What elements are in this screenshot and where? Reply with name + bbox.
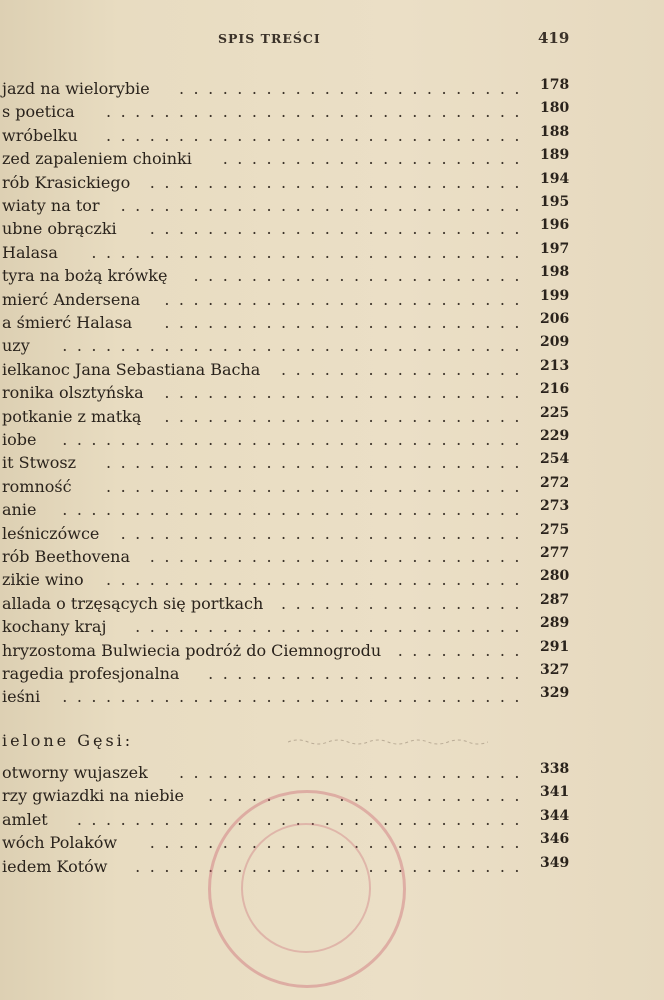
toc-entry-page: 346 (540, 831, 570, 848)
toc-leader-dots: ............................ (120, 523, 529, 543)
toc-entry-title: potkanie z matką (2, 406, 142, 426)
toc-entry-title: it Stwosz (2, 453, 76, 473)
toc-entry-title: uzy (2, 336, 30, 356)
toc-leader-dots: ............................. (106, 476, 529, 496)
toc-leader-dots: ...................... (208, 664, 529, 683)
toc-entry-title: ielkanoc Jana Sebastiana Bacha (2, 359, 261, 379)
toc-entry-page: 272 (540, 474, 570, 491)
toc-entry-page: 338 (540, 761, 570, 777)
toc-leader-dots: .......................... (149, 219, 529, 239)
toc-entry-title: s poetica (2, 102, 75, 122)
toc-entry-title: a śmierć Halasa (2, 313, 133, 332)
toc-entry-page: 194 (540, 170, 570, 187)
toc-leader-dots: ........................... (135, 856, 529, 876)
toc-entry-page: 289 (540, 615, 570, 632)
toc-entry-page: 213 (540, 357, 570, 374)
toc-leader-dots: ......................... (164, 289, 529, 309)
toc-entry-page: 180 (540, 100, 570, 117)
toc-entry-title: zikie wino (2, 570, 84, 590)
toc-leader-dots: ...................... (208, 786, 529, 806)
faded-decoration (288, 736, 488, 746)
toc-entry-title: iedem Kotów (2, 856, 108, 876)
toc-entry-page: 189 (540, 147, 570, 164)
toc-leader-dots: ........................... (135, 617, 529, 637)
toc-leader-dots: ................. (281, 593, 529, 613)
toc-leader-dots: ........................ (178, 763, 529, 782)
toc-entry-page: 188 (540, 123, 570, 140)
toc-leader-dots: ................................ (62, 430, 529, 449)
toc-leader-dots: ......................... (164, 383, 529, 403)
toc-entry-page: 196 (540, 217, 570, 234)
toc-entry-title: ubne obrączki (2, 219, 117, 239)
toc-entry-page: 195 (540, 194, 570, 210)
toc-entry-page: 198 (540, 264, 570, 281)
toc-leader-dots: ......................... (164, 406, 529, 426)
toc-entry-title: ronika olsztyńska (2, 383, 144, 403)
toc-entry-page: 197 (540, 240, 570, 257)
toc-entry-title: kochany kraj (2, 617, 107, 637)
toc-entry-title: iobe (2, 430, 37, 449)
toc-entry-title: rób Beethovena (2, 547, 131, 566)
toc-entry-title: hryzostoma Bulwiecia podróż do Ciemnogrodu (2, 640, 382, 660)
toc-leader-dots: .......................... (149, 833, 529, 853)
toc-entry-page: 280 (540, 568, 570, 585)
toc-entry-title: leśniczówce (2, 523, 100, 543)
toc-entry-title: zed zapaleniem choinki (2, 149, 192, 169)
toc-entry-page: 291 (540, 638, 570, 655)
toc-entry-title: anie (2, 500, 37, 520)
toc-entry-title: rób Krasickiego (2, 172, 131, 192)
library-stamp (208, 790, 406, 988)
toc-entry-page: 206 (540, 311, 570, 327)
toc-leader-dots: ................. (281, 359, 529, 379)
toc-entry-title: jazd na wielorybie (2, 79, 150, 98)
toc-entry (0, 686, 664, 708)
running-header-title: SPIS TREŚCI (218, 31, 321, 46)
toc-entry-page: 225 (540, 404, 570, 421)
toc-entry-title: wiaty na tor (2, 196, 100, 215)
toc-leader-dots: .......................... (149, 547, 529, 566)
toc-leader-dots: ............................. (106, 570, 529, 590)
toc-entry-title: ragedia profesjonalna (2, 664, 180, 683)
toc-leader-dots: ..................... (222, 149, 529, 169)
toc-entry-title: rzy gwiazdki na niebie (2, 786, 185, 806)
toc-entry-page: 349 (540, 854, 570, 871)
toc-leader-dots: ................................ (62, 500, 529, 520)
toc-entry-page: 209 (540, 334, 570, 351)
toc-leader-dots: ........................ (178, 79, 529, 98)
toc-entry-page: 277 (540, 545, 570, 561)
toc-entry-page: 344 (540, 807, 570, 824)
toc-entry-page: 199 (540, 287, 570, 304)
toc-leader-dots: ................................ (62, 687, 529, 707)
library-stamp-inner-ring (241, 823, 371, 953)
toc-entry-title: romność (2, 476, 72, 496)
toc-entry-page: 275 (540, 521, 570, 538)
toc-entry-title: allada o trzęsących się portkach (2, 593, 264, 613)
toc-entry-title: tyra na bożą krówkę (2, 266, 168, 286)
toc-leader-dots: .......................... (149, 172, 529, 192)
toc-leader-dots: ......... (397, 640, 529, 660)
toc-entry-title: mierć Andersena (2, 289, 141, 309)
toc-leader-dots: ............................. (106, 102, 529, 122)
toc-entry-title: Halasa (2, 242, 58, 262)
page-number: 419 (538, 29, 570, 47)
toc-entry-title: wróbelku (2, 125, 78, 145)
toc-leader-dots: ................................ (62, 336, 529, 356)
section-heading: ielone Gęsi: (2, 731, 134, 750)
toc-leader-dots: ....................... (193, 266, 529, 286)
toc-leader-dots: ............................. (106, 453, 529, 473)
toc-leader-dots: ............................ (120, 196, 529, 215)
toc-entry-page: 341 (540, 784, 570, 801)
toc-entry-page: 216 (540, 381, 570, 398)
toc-entry-page: 254 (540, 451, 570, 468)
toc-entry-title: amlet (2, 809, 48, 829)
toc-leader-dots: ............................. (106, 125, 529, 145)
toc-entry-page: 287 (540, 591, 570, 608)
toc-leader-dots: ......................... (164, 313, 529, 332)
toc-entry-page: 229 (540, 428, 570, 444)
toc-entry-page: 327 (540, 662, 570, 678)
toc-entry-page: 329 (540, 685, 570, 702)
toc-leader-dots: .............................. (91, 242, 529, 262)
toc-entry-title: wóch Polaków (2, 833, 118, 853)
toc-entry-title: otworny wujaszek (2, 763, 148, 782)
toc-entry-title: ieśni (2, 687, 41, 707)
toc-leader-dots: ............................... (76, 809, 529, 829)
toc-entry-page: 273 (540, 498, 570, 515)
toc-entry-page: 178 (540, 77, 570, 93)
